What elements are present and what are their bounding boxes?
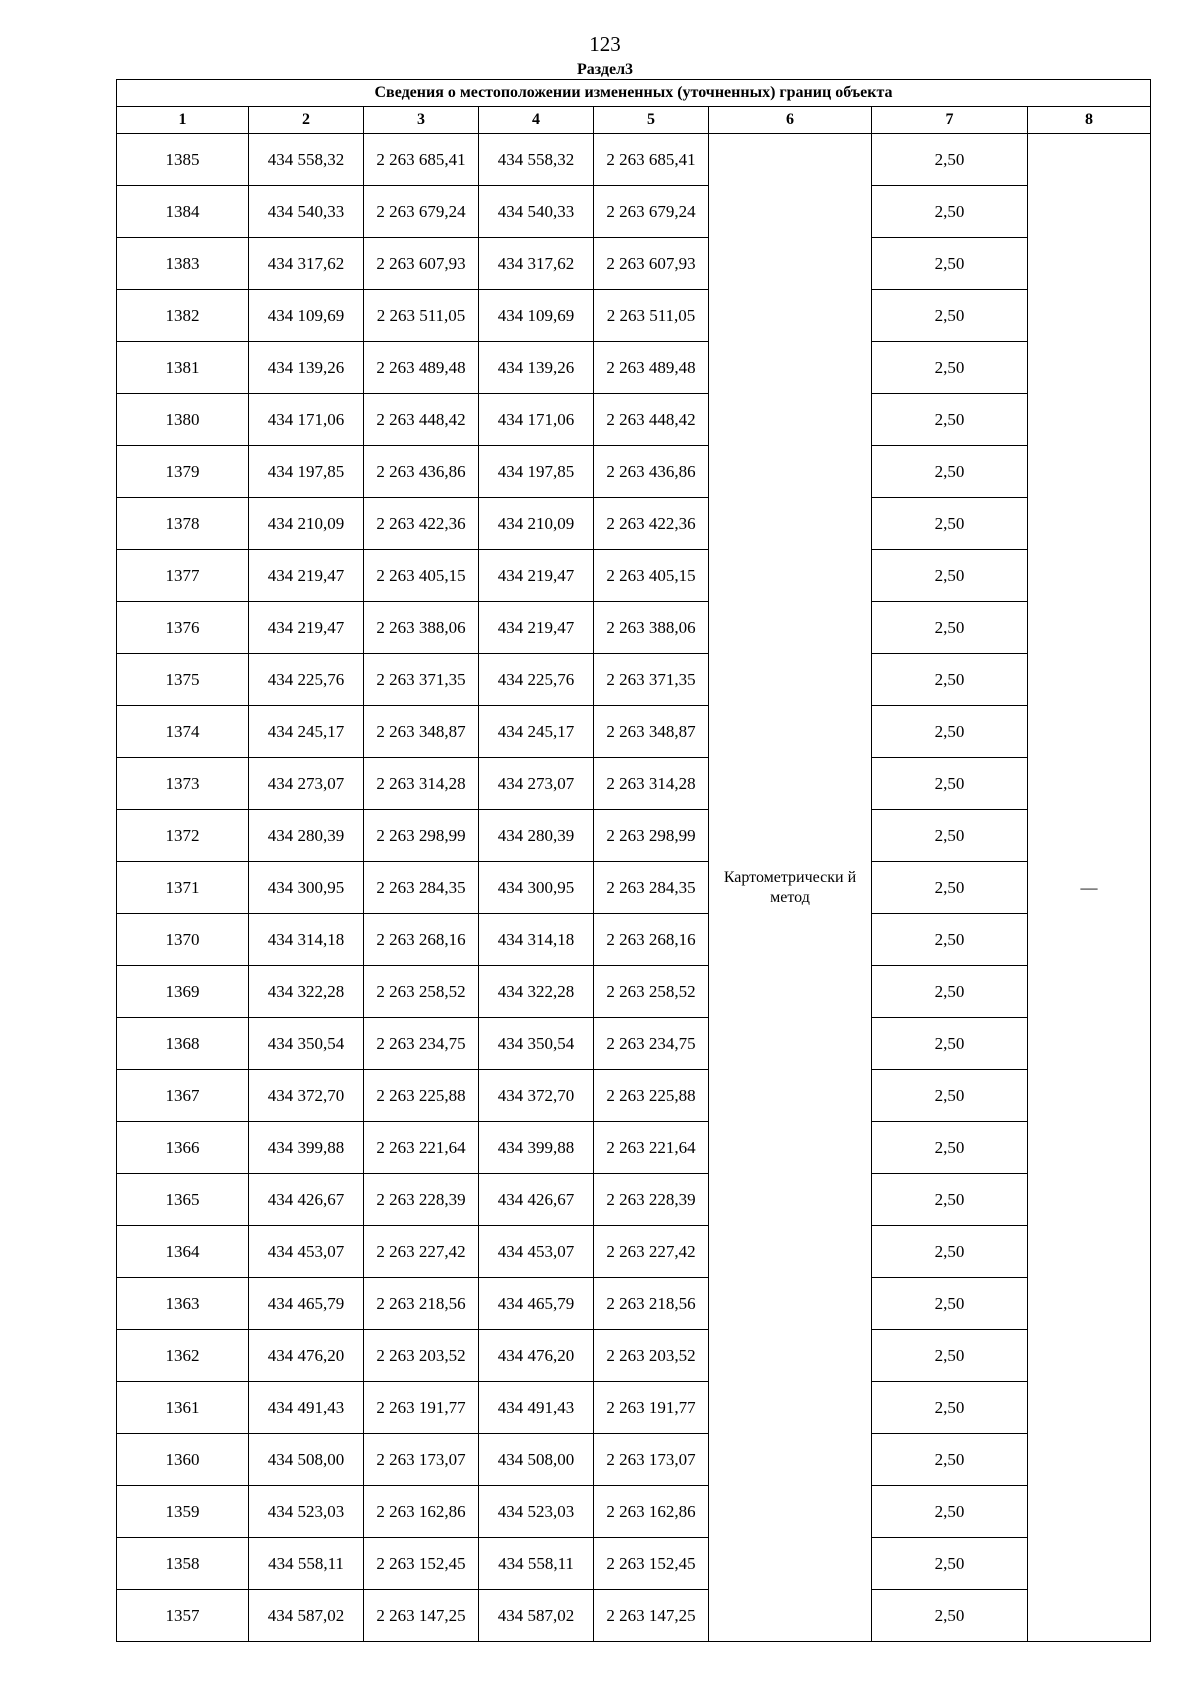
point-number-cell: 1369	[117, 966, 249, 1018]
table-row	[117, 342, 1151, 394]
point-number-cell: 1377	[117, 550, 249, 602]
x-old-cell: 434 300,95	[249, 862, 364, 914]
point-number-cell: 1360	[117, 1434, 249, 1486]
y-old-cell: 2 263 228,39	[364, 1174, 479, 1226]
y-new-cell: 2 263 234,75	[594, 1018, 709, 1070]
accuracy-cell: 2,50	[872, 862, 1028, 914]
point-number-cell: 1376	[117, 602, 249, 654]
x-old-cell: 434 314,18	[249, 914, 364, 966]
section-title: Раздел3	[576, 61, 634, 78]
accuracy-cell: 2,50	[872, 134, 1028, 186]
accuracy-cell: 2,50	[872, 186, 1028, 238]
x-new-cell: 434 587,02	[479, 1590, 594, 1642]
x-new-cell: 434 372,70	[479, 1070, 594, 1122]
table-row	[117, 1174, 1151, 1226]
accuracy-cell: 2,50	[872, 1122, 1028, 1174]
accuracy-cell: 2,50	[872, 706, 1028, 758]
x-old-cell: 434 280,39	[249, 810, 364, 862]
y-new-cell: 2 263 218,56	[594, 1278, 709, 1330]
accuracy-cell: 2,50	[872, 1590, 1028, 1642]
y-new-cell: 2 263 314,28	[594, 758, 709, 810]
x-old-cell: 434 491,43	[249, 1382, 364, 1434]
point-number-cell: 1359	[117, 1486, 249, 1538]
x-new-cell: 434 245,17	[479, 706, 594, 758]
accuracy-cell: 2,50	[872, 1018, 1028, 1070]
x-new-cell: 434 109,69	[479, 290, 594, 342]
point-number-cell: 1380	[117, 394, 249, 446]
point-number-cell: 1368	[117, 1018, 249, 1070]
x-old-cell: 434 139,26	[249, 342, 364, 394]
y-new-cell: 2 263 436,86	[594, 446, 709, 498]
x-new-cell: 434 210,09	[479, 498, 594, 550]
point-number-cell: 1375	[117, 654, 249, 706]
table-row	[117, 1070, 1151, 1122]
column-number: 1	[117, 107, 249, 134]
y-old-cell: 2 263 234,75	[364, 1018, 479, 1070]
accuracy-cell: 2,50	[872, 446, 1028, 498]
x-old-cell: 434 317,62	[249, 238, 364, 290]
y-old-cell: 2 263 258,52	[364, 966, 479, 1018]
table-row	[117, 1538, 1151, 1590]
y-old-cell: 2 263 388,06	[364, 602, 479, 654]
y-new-cell: 2 263 191,77	[594, 1382, 709, 1434]
accuracy-cell: 2,50	[872, 550, 1028, 602]
point-number-cell: 1372	[117, 810, 249, 862]
y-new-cell: 2 263 221,64	[594, 1122, 709, 1174]
table-row	[117, 966, 1151, 1018]
accuracy-cell: 2,50	[872, 602, 1028, 654]
x-old-cell: 434 210,09	[249, 498, 364, 550]
x-new-cell: 434 465,79	[479, 1278, 594, 1330]
y-old-cell: 2 263 147,25	[364, 1590, 479, 1642]
y-old-cell: 2 263 436,86	[364, 446, 479, 498]
x-new-cell: 434 219,47	[479, 602, 594, 654]
x-old-cell: 434 399,88	[249, 1122, 364, 1174]
y-new-cell: 2 263 203,52	[594, 1330, 709, 1382]
point-number-cell: 1366	[117, 1122, 249, 1174]
y-old-cell: 2 263 348,87	[364, 706, 479, 758]
table-caption: Сведения о местоположении измененных (уточненных) границ объекта	[117, 80, 1151, 107]
column-number: 4	[479, 107, 594, 134]
caption-row	[117, 80, 1151, 107]
point-number-cell: 1363	[117, 1278, 249, 1330]
accuracy-cell: 2,50	[872, 238, 1028, 290]
y-new-cell: 2 263 228,39	[594, 1174, 709, 1226]
table-row	[117, 758, 1151, 810]
point-number-cell: 1383	[117, 238, 249, 290]
column-number: 7	[872, 107, 1028, 134]
accuracy-cell: 2,50	[872, 394, 1028, 446]
x-new-cell: 434 322,28	[479, 966, 594, 1018]
x-new-cell: 434 314,18	[479, 914, 594, 966]
table-row	[117, 446, 1151, 498]
accuracy-cell: 2,50	[872, 342, 1028, 394]
table-row	[117, 1330, 1151, 1382]
point-number-cell: 1378	[117, 498, 249, 550]
column-number: 2	[249, 107, 364, 134]
x-new-cell: 434 139,26	[479, 342, 594, 394]
table-row	[117, 654, 1151, 706]
y-old-cell: 2 263 371,35	[364, 654, 479, 706]
x-new-cell: 434 219,47	[479, 550, 594, 602]
column-number: 6	[709, 107, 872, 134]
table-row	[117, 238, 1151, 290]
accuracy-cell: 2,50	[872, 1174, 1028, 1226]
table-row	[117, 1434, 1151, 1486]
table-row	[117, 1590, 1151, 1642]
table-row	[117, 810, 1151, 862]
x-new-cell: 434 453,07	[479, 1226, 594, 1278]
x-old-cell: 434 322,28	[249, 966, 364, 1018]
y-new-cell: 2 263 489,48	[594, 342, 709, 394]
x-new-cell: 434 171,06	[479, 394, 594, 446]
y-old-cell: 2 263 511,05	[364, 290, 479, 342]
y-old-cell: 2 263 405,15	[364, 550, 479, 602]
y-old-cell: 2 263 422,36	[364, 498, 479, 550]
x-old-cell: 434 426,67	[249, 1174, 364, 1226]
x-old-cell: 434 197,85	[249, 446, 364, 498]
accuracy-cell: 2,50	[872, 654, 1028, 706]
y-new-cell: 2 263 448,42	[594, 394, 709, 446]
accuracy-cell: 2,50	[872, 810, 1028, 862]
accuracy-cell: 2,50	[872, 1382, 1028, 1434]
x-old-cell: 434 171,06	[249, 394, 364, 446]
point-number-cell: 1370	[117, 914, 249, 966]
y-old-cell: 2 263 314,28	[364, 758, 479, 810]
table-row	[117, 602, 1151, 654]
column-number: 8	[1028, 107, 1151, 134]
x-old-cell: 434 219,47	[249, 602, 364, 654]
x-new-cell: 434 280,39	[479, 810, 594, 862]
point-number-cell: 1381	[117, 342, 249, 394]
table-row	[117, 186, 1151, 238]
table-row	[117, 1278, 1151, 1330]
x-new-cell: 434 350,54	[479, 1018, 594, 1070]
y-old-cell: 2 263 162,86	[364, 1486, 479, 1538]
accuracy-cell: 2,50	[872, 1226, 1028, 1278]
x-new-cell: 434 197,85	[479, 446, 594, 498]
x-old-cell: 434 453,07	[249, 1226, 364, 1278]
table-row	[117, 1382, 1151, 1434]
column-number: 5	[594, 107, 709, 134]
column-number: 3	[364, 107, 479, 134]
point-number-cell: 1358	[117, 1538, 249, 1590]
x-new-cell: 434 225,76	[479, 654, 594, 706]
column8-cell: —	[1028, 134, 1151, 1642]
point-number-cell: 1371	[117, 862, 249, 914]
x-old-cell: 434 465,79	[249, 1278, 364, 1330]
accuracy-cell: 2,50	[872, 1070, 1028, 1122]
point-number-cell: 1365	[117, 1174, 249, 1226]
x-new-cell: 434 558,11	[479, 1538, 594, 1590]
table-row	[117, 1226, 1151, 1278]
x-old-cell: 434 523,03	[249, 1486, 364, 1538]
accuracy-cell: 2,50	[872, 966, 1028, 1018]
y-old-cell: 2 263 268,16	[364, 914, 479, 966]
x-old-cell: 434 219,47	[249, 550, 364, 602]
point-number-cell: 1374	[117, 706, 249, 758]
y-new-cell: 2 263 258,52	[594, 966, 709, 1018]
y-new-cell: 2 263 371,35	[594, 654, 709, 706]
x-new-cell: 434 558,32	[479, 134, 594, 186]
y-old-cell: 2 263 489,48	[364, 342, 479, 394]
coordinates-table	[116, 79, 1151, 1642]
column-number-row	[117, 107, 1151, 134]
accuracy-cell: 2,50	[872, 1434, 1028, 1486]
y-new-cell: 2 263 607,93	[594, 238, 709, 290]
x-new-cell: 434 317,62	[479, 238, 594, 290]
point-number-cell: 1362	[117, 1330, 249, 1382]
x-new-cell: 434 273,07	[479, 758, 594, 810]
x-old-cell: 434 508,00	[249, 1434, 364, 1486]
y-old-cell: 2 263 298,99	[364, 810, 479, 862]
y-new-cell: 2 263 348,87	[594, 706, 709, 758]
table-row	[117, 134, 1151, 186]
point-number-cell: 1373	[117, 758, 249, 810]
method-cell: Картометрически й метод	[709, 134, 872, 1642]
accuracy-cell: 2,50	[872, 758, 1028, 810]
y-new-cell: 2 263 298,99	[594, 810, 709, 862]
table-row	[117, 550, 1151, 602]
y-new-cell: 2 263 162,86	[594, 1486, 709, 1538]
accuracy-cell: 2,50	[872, 1330, 1028, 1382]
accuracy-cell: 2,50	[872, 1278, 1028, 1330]
table-row	[117, 1018, 1151, 1070]
x-old-cell: 434 225,76	[249, 654, 364, 706]
table-row	[117, 914, 1151, 966]
x-new-cell: 434 540,33	[479, 186, 594, 238]
x-old-cell: 434 109,69	[249, 290, 364, 342]
accuracy-cell: 2,50	[872, 290, 1028, 342]
y-old-cell: 2 263 685,41	[364, 134, 479, 186]
y-new-cell: 2 263 227,42	[594, 1226, 709, 1278]
x-new-cell: 434 491,43	[479, 1382, 594, 1434]
point-number-cell: 1367	[117, 1070, 249, 1122]
y-new-cell: 2 263 685,41	[594, 134, 709, 186]
y-new-cell: 2 263 388,06	[594, 602, 709, 654]
x-old-cell: 434 372,70	[249, 1070, 364, 1122]
accuracy-cell: 2,50	[872, 1538, 1028, 1590]
x-old-cell: 434 558,32	[249, 134, 364, 186]
y-new-cell: 2 263 405,15	[594, 550, 709, 602]
table-row	[117, 1122, 1151, 1174]
point-number-cell: 1385	[117, 134, 249, 186]
y-new-cell: 2 263 679,24	[594, 186, 709, 238]
y-new-cell: 2 263 511,05	[594, 290, 709, 342]
y-new-cell: 2 263 284,35	[594, 862, 709, 914]
table-row	[117, 290, 1151, 342]
table-row	[117, 862, 1151, 914]
accuracy-cell: 2,50	[872, 498, 1028, 550]
x-old-cell: 434 245,17	[249, 706, 364, 758]
x-old-cell: 434 587,02	[249, 1590, 364, 1642]
point-number-cell: 1361	[117, 1382, 249, 1434]
y-new-cell: 2 263 173,07	[594, 1434, 709, 1486]
table-body	[117, 134, 1151, 1642]
y-old-cell: 2 263 221,64	[364, 1122, 479, 1174]
x-old-cell: 434 350,54	[249, 1018, 364, 1070]
x-new-cell: 434 399,88	[479, 1122, 594, 1174]
y-old-cell: 2 263 203,52	[364, 1330, 479, 1382]
y-old-cell: 2 263 448,42	[364, 394, 479, 446]
x-new-cell: 434 523,03	[479, 1486, 594, 1538]
y-new-cell: 2 263 225,88	[594, 1070, 709, 1122]
y-new-cell: 2 263 147,25	[594, 1590, 709, 1642]
point-number-cell: 1382	[117, 290, 249, 342]
table-row	[117, 1486, 1151, 1538]
point-number-cell: 1357	[117, 1590, 249, 1642]
y-old-cell: 2 263 152,45	[364, 1538, 479, 1590]
accuracy-cell: 2,50	[872, 914, 1028, 966]
y-old-cell: 2 263 218,56	[364, 1278, 479, 1330]
y-new-cell: 2 263 152,45	[594, 1538, 709, 1590]
y-old-cell: 2 263 284,35	[364, 862, 479, 914]
x-old-cell: 434 273,07	[249, 758, 364, 810]
x-old-cell: 434 476,20	[249, 1330, 364, 1382]
x-new-cell: 434 426,67	[479, 1174, 594, 1226]
table-row	[117, 498, 1151, 550]
x-old-cell: 434 540,33	[249, 186, 364, 238]
point-number-cell: 1364	[117, 1226, 249, 1278]
point-number-cell: 1379	[117, 446, 249, 498]
table-row	[117, 706, 1151, 758]
x-new-cell: 434 300,95	[479, 862, 594, 914]
x-old-cell: 434 558,11	[249, 1538, 364, 1590]
y-old-cell: 2 263 191,77	[364, 1382, 479, 1434]
x-new-cell: 434 476,20	[479, 1330, 594, 1382]
accuracy-cell: 2,50	[872, 1486, 1028, 1538]
page-number: 123	[589, 32, 621, 56]
y-new-cell: 2 263 268,16	[594, 914, 709, 966]
y-old-cell: 2 263 227,42	[364, 1226, 479, 1278]
table-row	[117, 394, 1151, 446]
x-new-cell: 434 508,00	[479, 1434, 594, 1486]
y-old-cell: 2 263 225,88	[364, 1070, 479, 1122]
point-number-cell: 1384	[117, 186, 249, 238]
y-new-cell: 2 263 422,36	[594, 498, 709, 550]
y-old-cell: 2 263 679,24	[364, 186, 479, 238]
y-old-cell: 2 263 607,93	[364, 238, 479, 290]
y-old-cell: 2 263 173,07	[364, 1434, 479, 1486]
